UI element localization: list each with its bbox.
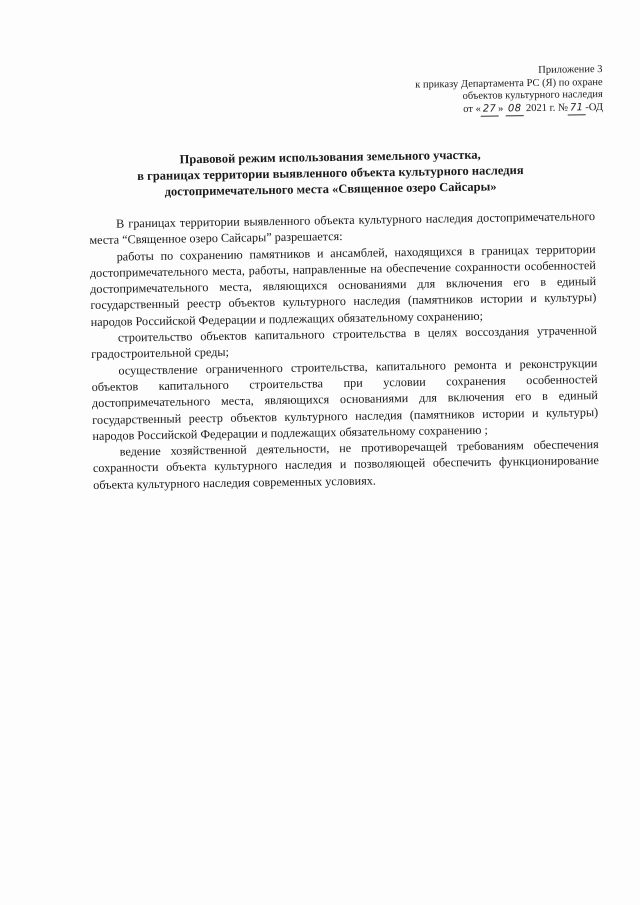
annex-number: Приложение 3 [537,64,603,76]
annex-header [415,64,603,118]
handwritten-day: 27 [480,103,498,117]
document-body [89,208,599,493]
permitted-item-preservation-works: работы по сохранению памятников и ансамблей, находящихся в границах территории достопримечательного места, работы, направленные на обеспечение сохранности особенностей достопримечательного места, являющихся основаниями для включения его в единый государственный реестр объектов культурного наследия (памятников истории и культуры) народов Российской Федерации и подлежащих обязательному сохранению; [89,241,597,329]
date-mid: » [497,102,504,114]
order-suffix: -ОД [584,101,603,113]
date-year: 2021 г. № [525,101,568,114]
title-line-3: достопримечательного места «Священное озеро Сайсары» [164,179,497,199]
annex-order-reference-cont: объектов культурного наследия [462,88,603,102]
annex-date-line [415,101,603,117]
handwritten-order-number: 71 [567,102,585,116]
permitted-item-economic-activity: ведение хозяйственной деятельности, не противоречащей требованиям обеспечения сохранности объекта культурного наследия и позволяющей обеспечить функционирование объекта культурного наследия современных условиях. [92,437,600,492]
title-line-2: в границах территории выявленного объекта культурного наследия [137,162,524,184]
handwritten-month: 08 [506,103,524,117]
permitted-item-limited-construction: осуществление ограниченного строительства, капитального ремонта и реконструкции объектов капитального строительства при условии сохранения особенностей достопримечательного места, являющихся основаниями для включения его в единый государственный реестр объектов культурного наследия (памятников истории и культуры) народов Российской Федерации и подлежащих обязательному сохранению ; [91,355,599,443]
permitted-item-capital-construction: строительство объектов капитального строительства в целях воссоздания утраченной градостроительной среды; [91,323,597,362]
body-intro: В границах территории выявленного объекта культурного наследия достопримечательного места “Священное озеро Сайсары” разрешается: [89,209,596,248]
title-line-1: Правовой режим использования земельного участка, [179,147,481,167]
date-prefix: от « [462,103,481,115]
annex-order-reference: к приказу Департамента РС (Я) по охране [414,76,603,91]
document-title [110,146,551,201]
